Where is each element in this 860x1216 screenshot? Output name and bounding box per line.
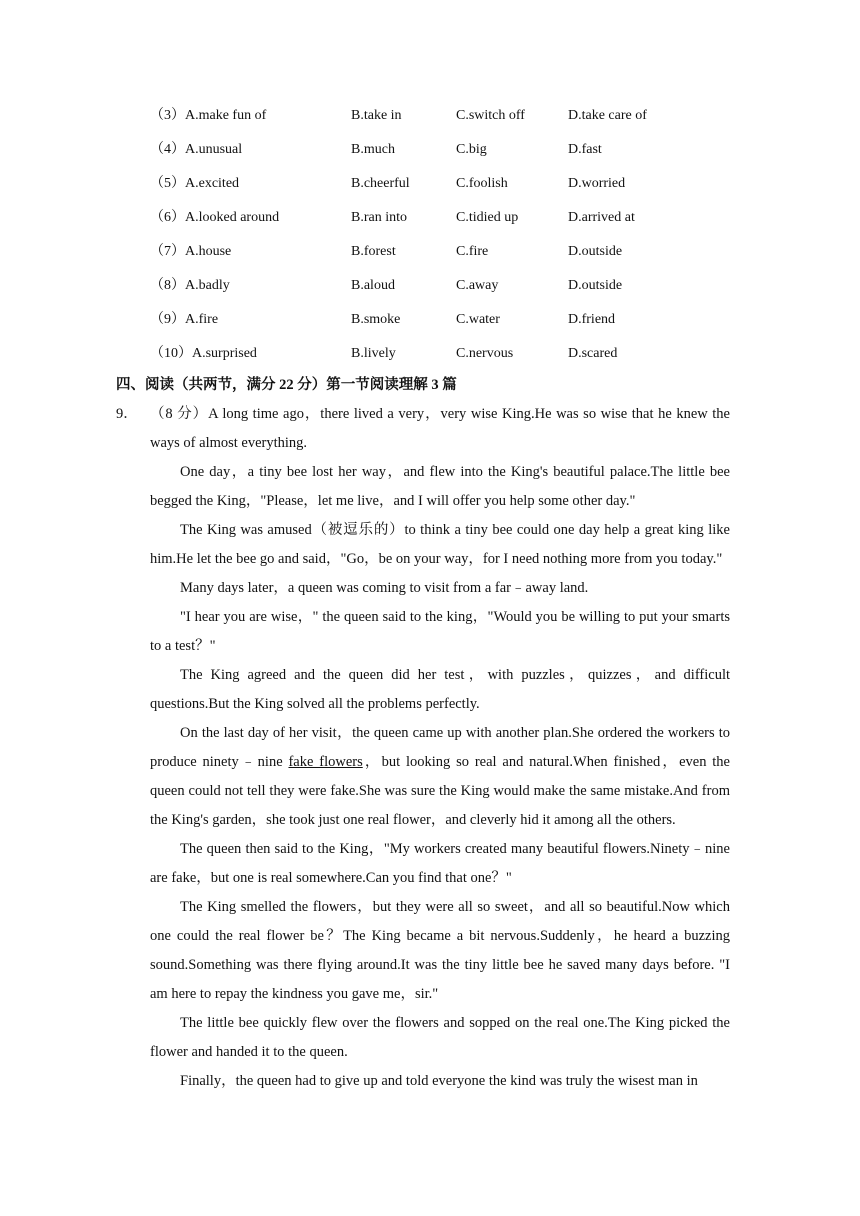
question-intro: [116, 400, 730, 458]
option-d: D.take care of: [568, 108, 647, 123]
reading-passage: [116, 400, 730, 1096]
option-row-10: [0, 342, 860, 366]
paragraph: Finally，the queen had to give up and told everyone the kind was truly the wisest man in: [180, 1073, 698, 1089]
option-d: D.arrived at: [568, 210, 635, 225]
paragraph: One day，a tiny bee lost her way，and flew into the King's beautiful palace.The little bee begged the King，"Please，let me live，and I will offer you help some other day.": [150, 464, 730, 509]
underlined-phrase: fake flowers: [288, 754, 363, 770]
option-b: B.smoke: [351, 312, 401, 327]
option-row-8: [0, 274, 860, 298]
option-row-9: [0, 308, 860, 332]
option-c: C.switch off: [456, 108, 525, 123]
option-b: B.forest: [351, 244, 396, 259]
paragraph: The King smelled the flowers，but they were all so sweet，and all so beautiful.Now which one could the real flower be？The King became a bit nervous.Suddenly，he heard a buzzing sound.Something was there flying around.It was the tiny little bee he saved many days before. "I am here to repay the kindness you gave me，sir.": [150, 899, 730, 1002]
option-row-4: [0, 138, 860, 162]
option-a: （10）A.surprised: [150, 346, 257, 361]
option-b: B.aloud: [351, 278, 395, 293]
option-d: D.worried: [568, 176, 626, 191]
option-a: （3）A.make fun of: [150, 108, 267, 123]
paragraph: The King was amused（被逗乐的）to think a tiny bee could one day help a great king like him.He let the bee go and said，"Go，be on your way，for I need nothing more from you today.": [150, 522, 730, 567]
paragraph: The queen then said to the King，"My workers created many beautiful flowers.Ninety﹣nine are fake，but one is real somewhere.Can you find that one？": [150, 841, 730, 886]
option-c: C.away: [456, 278, 499, 293]
question-number: 9．: [116, 406, 138, 422]
option-a: （4）A.unusual: [150, 142, 243, 157]
paragraph-text: ，but looking so real and natural.When finished，even the queen could not tell they were fake.She was sure the King would make the same mistake.And from the King's garden，she took just one real flower，and cleverly hid it among all the others.: [150, 754, 730, 828]
question-intro-text: （8 分）A long time ago，there lived a very，very wise King.He was so wise that he knew the ways of almost everything.: [150, 406, 730, 451]
option-a: （8）A.badly: [150, 278, 230, 293]
section-heading: 四、阅读（共两节，满分 22 分）第一节阅读理解 3 篇: [116, 377, 457, 393]
option-row-7: [0, 240, 860, 264]
option-a: （7）A.house: [150, 244, 232, 259]
option-c: C.water: [456, 312, 500, 327]
option-d: D.outside: [568, 278, 623, 293]
paragraph: The little bee quickly flew over the flowers and sopped on the real one.The King picked the flower and handed it to the queen.: [150, 1015, 730, 1060]
option-d: D.scared: [568, 346, 618, 361]
option-b: B.ran into: [351, 210, 407, 225]
option-a: （6）A.looked around: [150, 210, 280, 225]
option-b: B.lively: [351, 346, 396, 361]
paragraph-text: On the last day of her visit，the queen came up with another plan.She ordered the workers to produce ninety﹣nine: [150, 725, 730, 770]
option-row-3: [0, 104, 860, 128]
option-b: B.take in: [351, 108, 402, 123]
option-a: （9）A.fire: [150, 312, 219, 327]
paragraph: "I hear you are wise，" the queen said to the king，"Would you be willing to put your smarts to a test？": [150, 609, 730, 654]
option-c: C.tidied up: [456, 210, 519, 225]
option-d: D.fast: [568, 142, 602, 157]
option-row-5: [0, 172, 860, 196]
option-b: B.much: [351, 142, 395, 157]
option-c: C.fire: [456, 244, 489, 259]
option-d: D.outside: [568, 244, 623, 259]
paragraph: [150, 719, 730, 835]
paragraph: The King agreed and the queen did her test，with puzzles，quizzes，and difficult questions.But the King solved all the problems perfectly.: [150, 667, 730, 712]
option-c: C.big: [456, 142, 487, 157]
option-d: D.friend: [568, 312, 616, 327]
paragraph: Many days later，a queen was coming to visit from a far﹣away land.: [180, 580, 589, 596]
option-c: C.foolish: [456, 176, 508, 191]
option-row-6: [0, 206, 860, 230]
option-c: C.nervous: [456, 346, 514, 361]
option-a: （5）A.excited: [150, 176, 240, 191]
option-b: B.cheerful: [351, 176, 410, 191]
